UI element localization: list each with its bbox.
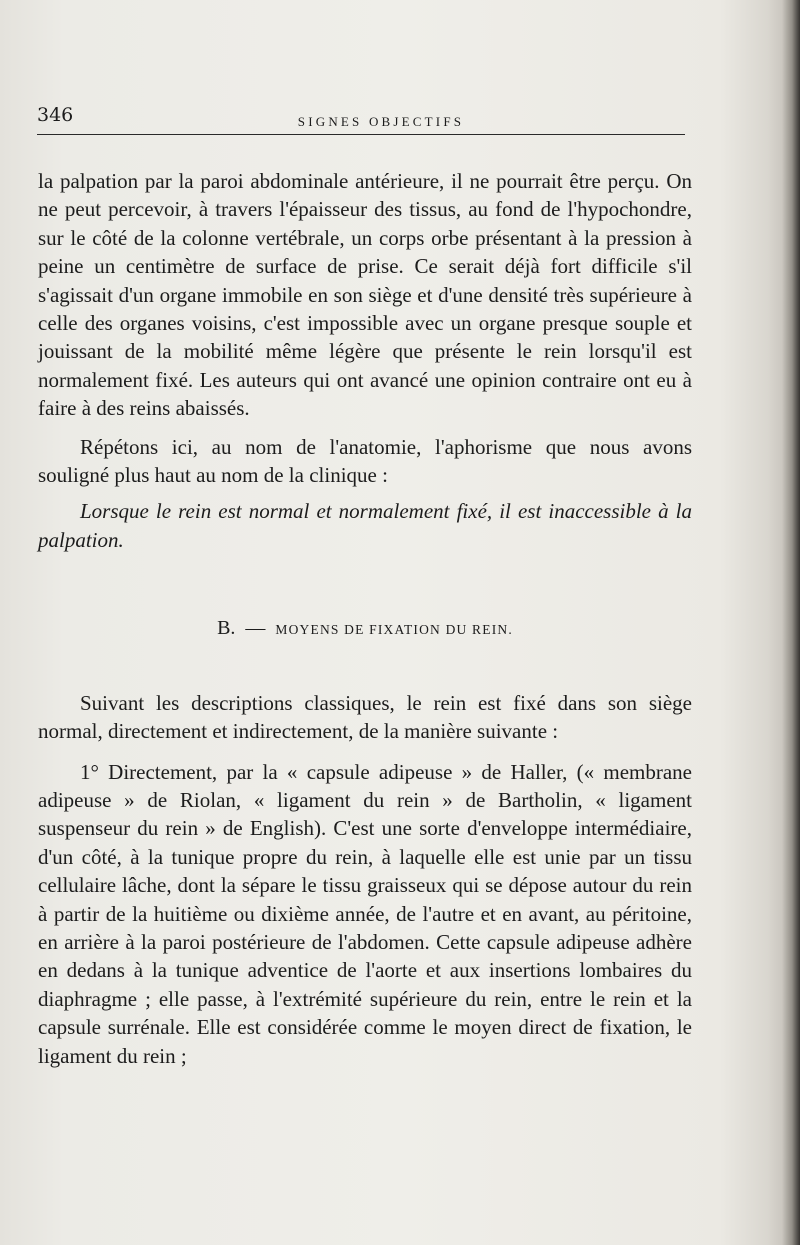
section-heading	[38, 614, 692, 644]
paragraph-aphorism: Lorsque le rein est normal et normalement fixé, il est inaccessible à la palpation.	[38, 499, 692, 552]
page-header	[37, 104, 685, 135]
paragraph-aphorism-intro: Répétons ici, au nom de l'anatomie, l'aphorisme que nous avons souligné plus haut au nom de la clinique :	[38, 434, 692, 488]
running-head: SIGNES OBJECTIFS	[297, 114, 465, 129]
paragraph-classic-descriptions: Suivant les descriptions classiques, le rein est fixé dans son siège normal, directement et indirectement, de la manière suivante :	[38, 690, 692, 744]
section-label: B.	[217, 617, 236, 640]
section-title: MOYENS DE FIXATION DU REIN.	[275, 622, 513, 638]
page-number: 346	[37, 104, 74, 126]
section-dash: —	[245, 617, 266, 640]
paragraph-direct-fixation: 1° Directement, par la « capsule adipeuse » de Haller, (« membrane adipeuse » de Riolan, « ligament du rein » de Bartholin, « ligament suspenseur du rein » de English). C'est une sorte d'enveloppe intermédiaire, d'un côté, à la tunique propre du rein, à laquelle elle est unie par un tissu cellulaire lâche, dont la sépare le tissu graisseux qui se dépose autour du rein à partir de la huitième ou dixième année, de l'autre et en avant, au péritoine, en arrière à la paroi postérieure de l'abdomen. Cette capsule adipeuse adhère en dedans à la tunique adventice de l'aorte et aux insertions lombaires du diaphragme ; elle passe, à l'extrémité supérieure du rein, entre le rein et la capsule surrénale. Elle est considérée comme le moyen direct de fixation, le ligament du rein ;	[38, 759, 692, 1068]
page-binding-shadow	[782, 0, 800, 1245]
paragraph-continuation: la palpation par la paroi abdominale antérieure, il ne pourrait être perçu. On ne peut percevoir, à travers l'épaisseur des tissus, au fond de l'hypochondre, sur le côté de la colonne vertébrale, un corps orbe présentant à la pression à peine un centimètre de surface de prise. Ce serait déjà fort difficile s'il s'agissait d'un organe immobile en son siège et d'une densité très supérieure à celle des organes voisins, c'est impossible avec un organe presque souple et jouissant de la mobilité même légère que présente le rein lorsqu'il est normalement fixé. Les auteurs qui ont avancé une opinion contraire ont eu à faire à des reins abaissés.	[38, 169, 692, 421]
body-text	[38, 167, 692, 1070]
